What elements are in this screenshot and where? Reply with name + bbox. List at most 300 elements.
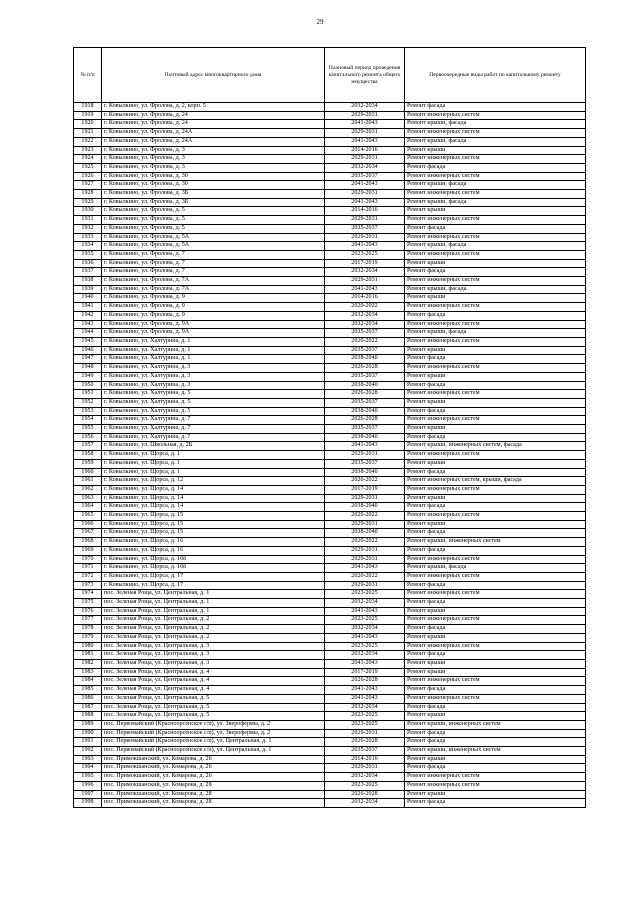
cell-address: пос. Примокшанский, ул. Комарова, д. 26 xyxy=(102,755,325,764)
header-period: Плановый период проведения капитального ремонта общего имущества xyxy=(325,48,405,103)
cell-num: 1992 xyxy=(74,747,102,756)
cell-address: пос. Зеленая Роща, ул. Центральная, д. 4 xyxy=(102,677,325,686)
cell-period: 2023-2025 xyxy=(325,590,405,599)
cell-num: 1945 xyxy=(74,337,102,346)
cell-period: 2023-2025 xyxy=(325,250,405,259)
table-row xyxy=(74,529,586,538)
cell-period: 2020-2022 xyxy=(325,572,405,581)
cell-address: г. Ковылкино, ул. Щорса, д. 14 xyxy=(102,503,325,512)
cell-address: г. Ковылкино, ул. Фролова, д. 9А xyxy=(102,320,325,329)
cell-num: 1941 xyxy=(74,303,102,312)
cell-address: г. Ковылкино, ул. Щорса, д. 16б xyxy=(102,555,325,564)
cell-works: Ремонт крыши, фасада xyxy=(405,120,586,129)
cell-address: пос. Зеленая Роща, ул. Центральная, д. 3 xyxy=(102,642,325,651)
cell-period: 2029-2031 xyxy=(325,451,405,460)
cell-works: Ремонт фасада xyxy=(405,163,586,172)
table-row xyxy=(74,285,586,294)
cell-works: Ремонт фасада xyxy=(405,651,586,660)
table-row xyxy=(74,799,586,808)
cell-address: г. Ковылкино, ул. Фролова, д. 5А xyxy=(102,233,325,242)
cell-period: 2035-2037 xyxy=(325,224,405,233)
cell-num: 1927 xyxy=(74,181,102,190)
table-row xyxy=(74,642,586,651)
cell-period: 2023-2025 xyxy=(325,616,405,625)
cell-period: 2038-2040 xyxy=(325,433,405,442)
table-row xyxy=(74,303,586,312)
cell-works: Ремонт фасада xyxy=(405,268,586,277)
cell-address: пос. Зеленая Роща, ул. Центральная, д. 2 xyxy=(102,633,325,642)
cell-period: 2023-2025 xyxy=(325,712,405,721)
cell-num: 1979 xyxy=(74,633,102,642)
cell-period: 2029-2031 xyxy=(325,155,405,164)
table-row xyxy=(74,773,586,782)
table-row xyxy=(74,616,586,625)
cell-address: г. Ковылкино, ул. Халтурина, д. 3 xyxy=(102,381,325,390)
table-row xyxy=(74,294,586,303)
cell-works: Ремонт крыши, фасада xyxy=(405,137,586,146)
cell-address: г. Ковылкино, ул. Фролова, д. 7 xyxy=(102,259,325,268)
cell-num: 1954 xyxy=(74,416,102,425)
cell-works: Ремонт инженерных систем xyxy=(405,642,586,651)
cell-num: 1980 xyxy=(74,642,102,651)
cell-works: Ремонт инженерных систем xyxy=(405,320,586,329)
table-row xyxy=(74,720,586,729)
cell-address: г. Ковылкино, ул. Фролова, д. 5А xyxy=(102,242,325,251)
cell-works: Ремонт фасада xyxy=(405,729,586,738)
cell-period: 2020-2022 xyxy=(325,477,405,486)
cell-works: Ремонт фасада xyxy=(405,503,586,512)
table-row xyxy=(74,103,586,112)
cell-period: 2020-2022 xyxy=(325,538,405,547)
cell-works: Ремонт фасада xyxy=(405,529,586,538)
cell-num: 1967 xyxy=(74,529,102,538)
cell-works: Ремонт инженерных систем xyxy=(405,303,586,312)
cell-period: 2017-2019 xyxy=(325,668,405,677)
cell-period: 2032-2034 xyxy=(325,268,405,277)
cell-works: Ремонт инженерных систем xyxy=(405,390,586,399)
cell-period: 2029-2031 xyxy=(325,520,405,529)
cell-works: Ремонт инженерных систем xyxy=(405,512,586,521)
table-row xyxy=(74,329,586,338)
cell-address: г. Ковылкино, ул. Фролова, д. 30 xyxy=(102,172,325,181)
cell-address: г. Ковылкино, ул. Халтурина, д. 5 xyxy=(102,398,325,407)
cell-address: г. Ковылкино, ул. Фролова, д. 9 xyxy=(102,311,325,320)
table-row xyxy=(74,181,586,190)
cell-num: 1959 xyxy=(74,459,102,468)
table-row xyxy=(74,198,586,207)
cell-period: 2035-2037 xyxy=(325,172,405,181)
cell-period: 2035-2037 xyxy=(325,459,405,468)
table-row xyxy=(74,503,586,512)
cell-num: 1924 xyxy=(74,155,102,164)
cell-address: г. Ковылкино, ул. Фролова, д. 3 xyxy=(102,155,325,164)
cell-address: пос. Зеленая Роща, ул. Центральная, д. 5 xyxy=(102,703,325,712)
cell-num: 1976 xyxy=(74,607,102,616)
cell-num: 1963 xyxy=(74,494,102,503)
table-row xyxy=(74,555,586,564)
cell-works: Ремонт инженерных систем xyxy=(405,694,586,703)
cell-num: 1996 xyxy=(74,781,102,790)
cell-period: 2014-2016 xyxy=(325,755,405,764)
cell-works: Ремонт крыши xyxy=(405,520,586,529)
table-row xyxy=(74,311,586,320)
table-row xyxy=(74,607,586,616)
cell-address: г. Ковылкино, ул. Халтурина, д. 7 xyxy=(102,425,325,434)
cell-works: Ремонт инженерных систем xyxy=(405,677,586,686)
cell-address: г. Ковылкино, ул. Фролова, д. 3 xyxy=(102,146,325,155)
cell-works: Ремонт фасада xyxy=(405,224,586,233)
table-row xyxy=(74,546,586,555)
table-row xyxy=(74,764,586,773)
table-row xyxy=(74,590,586,599)
cell-num: 1960 xyxy=(74,468,102,477)
cell-works: Ремонт фасада xyxy=(405,799,586,808)
cell-period: 2032-2034 xyxy=(325,103,405,112)
cell-period: 2035-2037 xyxy=(325,329,405,338)
cell-num: 1919 xyxy=(74,111,102,120)
table-row xyxy=(74,433,586,442)
table-row xyxy=(74,485,586,494)
cell-num: 1953 xyxy=(74,407,102,416)
table-row xyxy=(74,564,586,573)
cell-period: 2032-2034 xyxy=(325,311,405,320)
cell-address: пос. Зеленая Роща, ул. Центральная, д. 4 xyxy=(102,686,325,695)
cell-period: 2020-2022 xyxy=(325,337,405,346)
cell-period: 2032-2034 xyxy=(325,703,405,712)
table-row xyxy=(74,781,586,790)
cell-works: Ремонт крыши xyxy=(405,425,586,434)
cell-num: 1987 xyxy=(74,703,102,712)
cell-address: г. Ковылкино, ул. Щорса, д. 15 xyxy=(102,512,325,521)
cell-address: г. Ковылкино, ул. Фролова, д. 5 xyxy=(102,216,325,225)
cell-period: 2029-2031 xyxy=(325,581,405,590)
cell-address: г. Ковылкино, ул. Щорса, д. 1 xyxy=(102,468,325,477)
cell-works: Ремонт крыши, фасада xyxy=(405,564,586,573)
cell-period: 2026-2028 xyxy=(325,738,405,747)
cell-works: Ремонт крыши xyxy=(405,146,586,155)
table-row xyxy=(74,477,586,486)
cell-period: 2041-2043 xyxy=(325,198,405,207)
cell-works: Ремонт крыши, инженерных систем xyxy=(405,538,586,547)
cell-num: 1952 xyxy=(74,398,102,407)
cell-address: г. Ковылкино, ул. Щорса, д. 14 xyxy=(102,494,325,503)
cell-period: 2029-2031 xyxy=(325,729,405,738)
cell-num: 1930 xyxy=(74,207,102,216)
table-row xyxy=(74,703,586,712)
cell-works: Ремонт инженерных систем xyxy=(405,773,586,782)
table-row xyxy=(74,660,586,669)
cell-num: 1974 xyxy=(74,590,102,599)
cell-num: 1925 xyxy=(74,163,102,172)
table-row xyxy=(74,346,586,355)
cell-num: 1928 xyxy=(74,190,102,199)
cell-num: 1948 xyxy=(74,364,102,373)
cell-period: 2032-2034 xyxy=(325,625,405,634)
table-row xyxy=(74,381,586,390)
cell-address: г. Ковылкино, ул. Щорса, д. 17 xyxy=(102,581,325,590)
cell-num: 1986 xyxy=(74,694,102,703)
cell-works: Ремонт фасада xyxy=(405,381,586,390)
cell-num: 1995 xyxy=(74,773,102,782)
cell-num: 1998 xyxy=(74,799,102,808)
cell-address: г. Ковылкино, ул. Фролова, д. 7 xyxy=(102,250,325,259)
table-row xyxy=(74,538,586,547)
cell-period: 2026-2028 xyxy=(325,790,405,799)
cell-address: г. Ковылкино, ул. Фролова, д. 7А xyxy=(102,285,325,294)
cell-works: Ремонт крыши, фасада xyxy=(405,329,586,338)
cell-num: 1988 xyxy=(74,712,102,721)
cell-works: Ремонт инженерных систем xyxy=(405,155,586,164)
cell-num: 1940 xyxy=(74,294,102,303)
table-row xyxy=(74,442,586,451)
cell-address: г. Ковылкино, ул. Фролова, д. 7 xyxy=(102,268,325,277)
cell-num: 1932 xyxy=(74,224,102,233)
cell-period: 2029-2031 xyxy=(325,494,405,503)
cell-period: 2029-2031 xyxy=(325,216,405,225)
cell-num: 1931 xyxy=(74,216,102,225)
cell-period: 2023-2025 xyxy=(325,720,405,729)
cell-address: г. Ковылкино, ул. Халтурина, д. 3 xyxy=(102,372,325,381)
cell-works: Ремонт инженерных систем xyxy=(405,616,586,625)
cell-works: Ремонт инженерных систем xyxy=(405,416,586,425)
table-row xyxy=(74,190,586,199)
cell-works: Ремонт фасада xyxy=(405,686,586,695)
cell-works: Ремонт крыши xyxy=(405,607,586,616)
cell-period: 2041-2043 xyxy=(325,564,405,573)
cell-num: 1962 xyxy=(74,485,102,494)
cell-address: г. Ковылкино, ул. Фролова, д. 5 xyxy=(102,224,325,233)
cell-address: г. Ковылкино, ул. Щорса, д. 17 xyxy=(102,572,325,581)
cell-address: пос. Примокшанский, ул. Комарова, д. 28 xyxy=(102,781,325,790)
cell-address: пос. Первомайский (Красноорсенское с/п), ул. Зверофермы, д. 2 xyxy=(102,720,325,729)
table-row xyxy=(74,459,586,468)
cell-works: Ремонт фасада xyxy=(405,468,586,477)
cell-works: Ремонт крыши xyxy=(405,494,586,503)
cell-works: Ремонт крыши xyxy=(405,294,586,303)
cell-num: 1985 xyxy=(74,686,102,695)
cell-period: 2041-2043 xyxy=(325,137,405,146)
cell-address: г. Ковылкино, ул. Щорса, д. 14 xyxy=(102,485,325,494)
cell-address: г. Ковылкино, ул. Фролова, д. 24 xyxy=(102,111,325,120)
cell-works: Ремонт крыши xyxy=(405,660,586,669)
cell-period: 2029-2031 xyxy=(325,277,405,286)
cell-address: пос. Примокшанский, ул. Комарова, д. 28 xyxy=(102,790,325,799)
cell-period: 2041-2043 xyxy=(325,120,405,129)
table-row xyxy=(74,677,586,686)
cell-works: Ремонт фасада xyxy=(405,738,586,747)
table-body xyxy=(74,103,586,808)
cell-period: 2035-2037 xyxy=(325,425,405,434)
cell-num: 1947 xyxy=(74,355,102,364)
cell-works: Ремонт крыши xyxy=(405,207,586,216)
table-row xyxy=(74,729,586,738)
cell-period: 2041-2043 xyxy=(325,660,405,669)
page-number: 29 xyxy=(316,18,324,26)
cell-works: Ремонт крыши xyxy=(405,755,586,764)
cell-address: пос. Зеленая Роща, ул. Центральная, д. 5 xyxy=(102,694,325,703)
cell-num: 1965 xyxy=(74,512,102,521)
cell-address: г. Ковылкино, ул. Халтурина, д. 1 xyxy=(102,355,325,364)
cell-works: Ремонт крыши xyxy=(405,790,586,799)
cell-period: 2038-2040 xyxy=(325,381,405,390)
table-row xyxy=(74,146,586,155)
cell-works: Ремонт инженерных систем xyxy=(405,250,586,259)
cell-address: г. Ковылкино, ул. Фролова, д. 24 xyxy=(102,120,325,129)
cell-address: пос. Зеленая Роща, ул. Центральная, д. 1 xyxy=(102,590,325,599)
table-row xyxy=(74,398,586,407)
cell-num: 1982 xyxy=(74,660,102,669)
cell-works: Ремонт инженерных систем xyxy=(405,337,586,346)
cell-num: 1964 xyxy=(74,503,102,512)
cell-period: 2029-2031 xyxy=(325,129,405,138)
cell-num: 1978 xyxy=(74,625,102,634)
cell-address: г. Ковылкино, ул. Фролова, д. 2, корп. 5 xyxy=(102,103,325,112)
cell-address: пос. Зеленая Роща, ул. Центральная, д. 3 xyxy=(102,651,325,660)
cell-address: пос. Первомайский (Красноорсенское с/п), ул. Зверофермы, д. 2 xyxy=(102,729,325,738)
cell-period: 2017-2019 xyxy=(325,485,405,494)
cell-num: 1975 xyxy=(74,599,102,608)
cell-works: Ремонт инженерных систем xyxy=(405,572,586,581)
cell-address: г. Ковылкино, ул. Фролова, д. 9А xyxy=(102,329,325,338)
cell-period: 2026-2028 xyxy=(325,390,405,399)
cell-period: 2038-2040 xyxy=(325,529,405,538)
cell-address: пос. Примокшанский, ул. Комарова, д. 28 xyxy=(102,799,325,808)
cell-address: пос. Зеленая Роща, ул. Центральная, д. 3 xyxy=(102,660,325,669)
cell-period: 2038-2040 xyxy=(325,407,405,416)
cell-period: 2029-2031 xyxy=(325,555,405,564)
cell-num: 1942 xyxy=(74,311,102,320)
cell-address: г. Ковылкино, ул. Щорса, д. 1 xyxy=(102,459,325,468)
cell-works: Ремонт крыши xyxy=(405,668,586,677)
cell-period: 2035-2037 xyxy=(325,346,405,355)
cell-works: Ремонт крыши xyxy=(405,372,586,381)
cell-address: пос. Первомайский (Красноорсенское с/п), ул. Центральная, д. 1 xyxy=(102,747,325,756)
table-row xyxy=(74,512,586,521)
cell-works: Ремонт крыши xyxy=(405,346,586,355)
cell-works: Ремонт инженерных систем xyxy=(405,111,586,120)
cell-address: г. Ковылкино, ул. Фролова, д. 5 xyxy=(102,207,325,216)
cell-address: пос. Зеленая Роща, ул. Центральная, д. 2 xyxy=(102,625,325,634)
cell-period: 2041-2043 xyxy=(325,242,405,251)
cell-num: 1997 xyxy=(74,790,102,799)
cell-period: 2026-2028 xyxy=(325,416,405,425)
cell-works: Ремонт крыши, фасада xyxy=(405,198,586,207)
cell-period: 2041-2043 xyxy=(325,694,405,703)
cell-num: 1994 xyxy=(74,764,102,773)
cell-period: 2038-2040 xyxy=(325,355,405,364)
cell-num: 1991 xyxy=(74,738,102,747)
cell-period: 2014-2016 xyxy=(325,146,405,155)
cell-num: 1936 xyxy=(74,259,102,268)
cell-num: 1973 xyxy=(74,581,102,590)
cell-works: Ремонт фасада xyxy=(405,311,586,320)
table-row xyxy=(74,416,586,425)
table-row xyxy=(74,277,586,286)
table-row xyxy=(74,320,586,329)
table-row xyxy=(74,468,586,477)
cell-address: пос. Зеленая Роща, ул. Центральная, д. 2 xyxy=(102,616,325,625)
cell-address: пос. Примокшанский, ул. Комарова, д. 26 xyxy=(102,764,325,773)
cell-address: пос. Примокшанский, ул. Комарова, д. 26 xyxy=(102,773,325,782)
table-row xyxy=(74,233,586,242)
table-row xyxy=(74,372,586,381)
cell-num: 1921 xyxy=(74,129,102,138)
cell-period: 2023-2025 xyxy=(325,781,405,790)
cell-num: 1934 xyxy=(74,242,102,251)
table-row xyxy=(74,224,586,233)
cell-num: 1950 xyxy=(74,381,102,390)
table-row xyxy=(74,216,586,225)
cell-period: 2014-2016 xyxy=(325,207,405,216)
cell-period: 2035-2037 xyxy=(325,398,405,407)
capital-repair-table xyxy=(73,47,586,808)
table-row xyxy=(74,686,586,695)
table-row xyxy=(74,163,586,172)
cell-address: г. Ковылкино, ул. Щорса, д. 16 xyxy=(102,546,325,555)
cell-period: 2029-2031 xyxy=(325,111,405,120)
cell-num: 1958 xyxy=(74,451,102,460)
cell-address: г. Ковылкино, ул. Халтурина, д. 1 xyxy=(102,337,325,346)
cell-num: 1971 xyxy=(74,564,102,573)
cell-address: г. Ковылкино, ул. Щорса, д. 16 xyxy=(102,538,325,547)
table-row xyxy=(74,755,586,764)
table-row xyxy=(74,390,586,399)
cell-period: 2023-2025 xyxy=(325,642,405,651)
table-row xyxy=(74,364,586,373)
cell-address: пос. Первомайский (Красноорсенское с/п), ул. Центральная, д. 1 xyxy=(102,738,325,747)
cell-works: Ремонт крыши, фасада xyxy=(405,285,586,294)
table-row xyxy=(74,625,586,634)
cell-period: 2014-2016 xyxy=(325,294,405,303)
cell-num: 1972 xyxy=(74,572,102,581)
cell-works: Ремонт фасада xyxy=(405,355,586,364)
cell-period: 2020-2022 xyxy=(325,512,405,521)
cell-num: 1955 xyxy=(74,425,102,434)
cell-works: Ремонт инженерных систем xyxy=(405,233,586,242)
table-row xyxy=(74,651,586,660)
cell-address: г. Ковылкино, ул. Школьная, д. 2Б xyxy=(102,442,325,451)
table-row xyxy=(74,268,586,277)
cell-num: 1984 xyxy=(74,677,102,686)
table-row xyxy=(74,747,586,756)
cell-num: 1951 xyxy=(74,390,102,399)
cell-num: 1961 xyxy=(74,477,102,486)
cell-num: 1968 xyxy=(74,538,102,547)
table-header xyxy=(74,48,586,103)
cell-period: 2041-2043 xyxy=(325,686,405,695)
table-row xyxy=(74,355,586,364)
cell-address: г. Ковылкино, ул. Щорса, д. 15 xyxy=(102,529,325,538)
table-row xyxy=(74,242,586,251)
cell-works: Ремонт фасада xyxy=(405,103,586,112)
cell-works: Ремонт фасада xyxy=(405,407,586,416)
cell-num: 1943 xyxy=(74,320,102,329)
cell-works: Ремонт инженерных систем xyxy=(405,216,586,225)
cell-period: 2026-2028 xyxy=(325,364,405,373)
cell-num: 1993 xyxy=(74,755,102,764)
cell-address: г. Ковылкино, ул. Фролова, д. 30 xyxy=(102,181,325,190)
table-row xyxy=(74,738,586,747)
cell-works: Ремонт фасада xyxy=(405,625,586,634)
table-row xyxy=(74,120,586,129)
cell-works: Ремонт крыши, фасада xyxy=(405,242,586,251)
cell-period: 2041-2043 xyxy=(325,285,405,294)
cell-works: Ремонт инженерных систем xyxy=(405,364,586,373)
cell-address: г. Ковылкино, ул. Халтурина, д. 5 xyxy=(102,390,325,399)
cell-works: Ремонт инженерных систем xyxy=(405,451,586,460)
table-row xyxy=(74,694,586,703)
cell-num: 1938 xyxy=(74,277,102,286)
